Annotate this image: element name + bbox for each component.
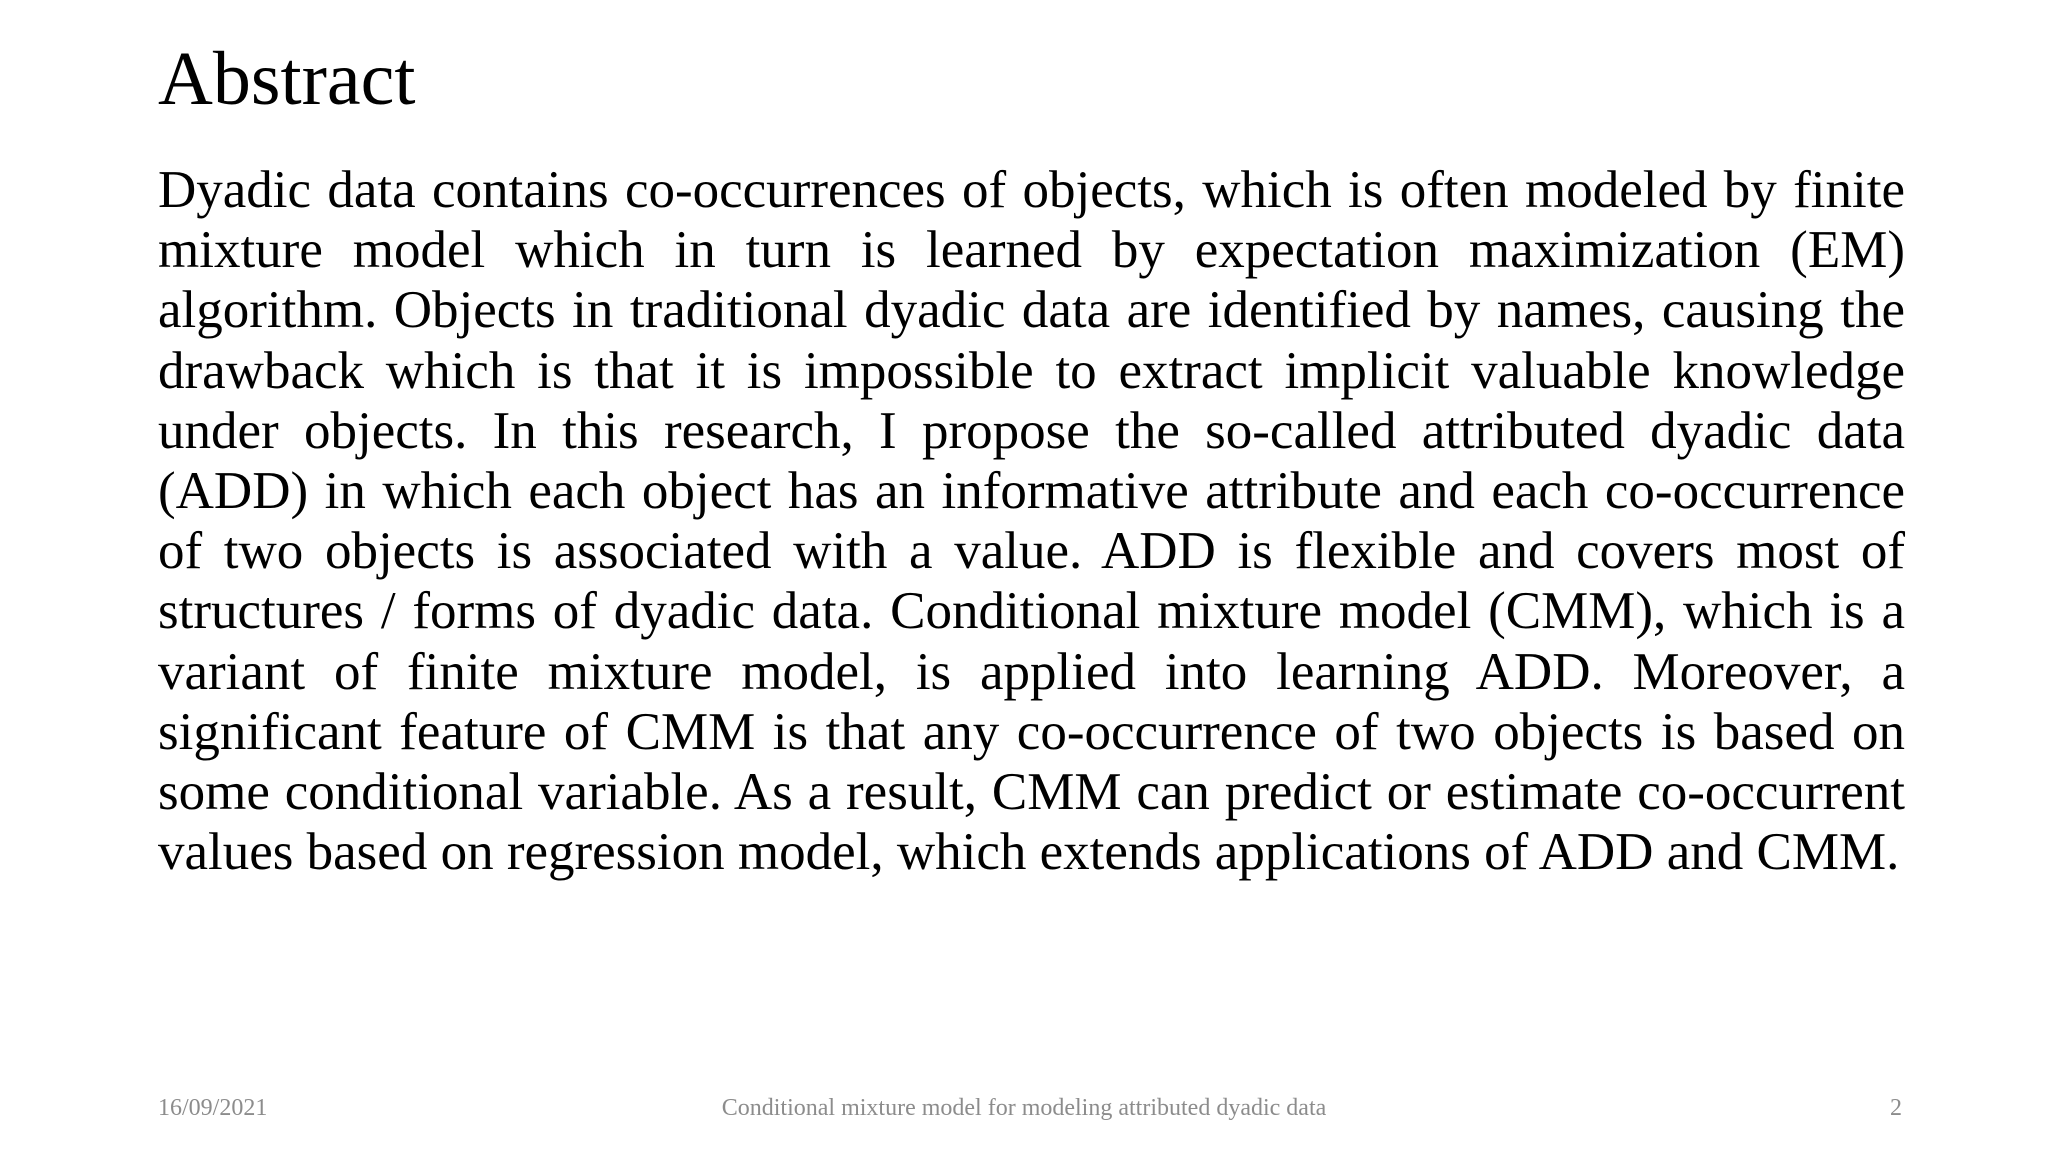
abstract-body: Dyadic data contains co-occurrences of objects, which is often modeled by finite mixture model which in turn is learned by expectation maximization (EM) algorithm. Objects in traditional dyadic data are identified by names, causing the drawback which is that it is impossible to extract implicit valuable knowledge under objects. In this research, I propose the so-called attributed dyadic data (ADD) in which each object has an informative attribute and each co-occurrence of two objects is associated with a value. ADD is flexible and covers most of structures / forms of dyadic data. Conditional mixture model (CMM), which is a variant of finite mixture model, is applied into learning ADD. Moreover, a significant feature of CMM is that any co-occurrence of two objects is based on some conditional variable. As a result, CMM can predict or estimate co-occurrent values based on regression model, which extends applications of ADD and CMM. — [158, 161, 1905, 882]
slide-number: 2 — [1890, 1095, 1902, 1121]
footer-title: Conditional mixture model for modeling attributed dyadic data — [721, 1095, 1327, 1121]
slide-title: Abstract — [158, 37, 416, 121]
footer-date: 16/09/2021 — [158, 1095, 268, 1121]
